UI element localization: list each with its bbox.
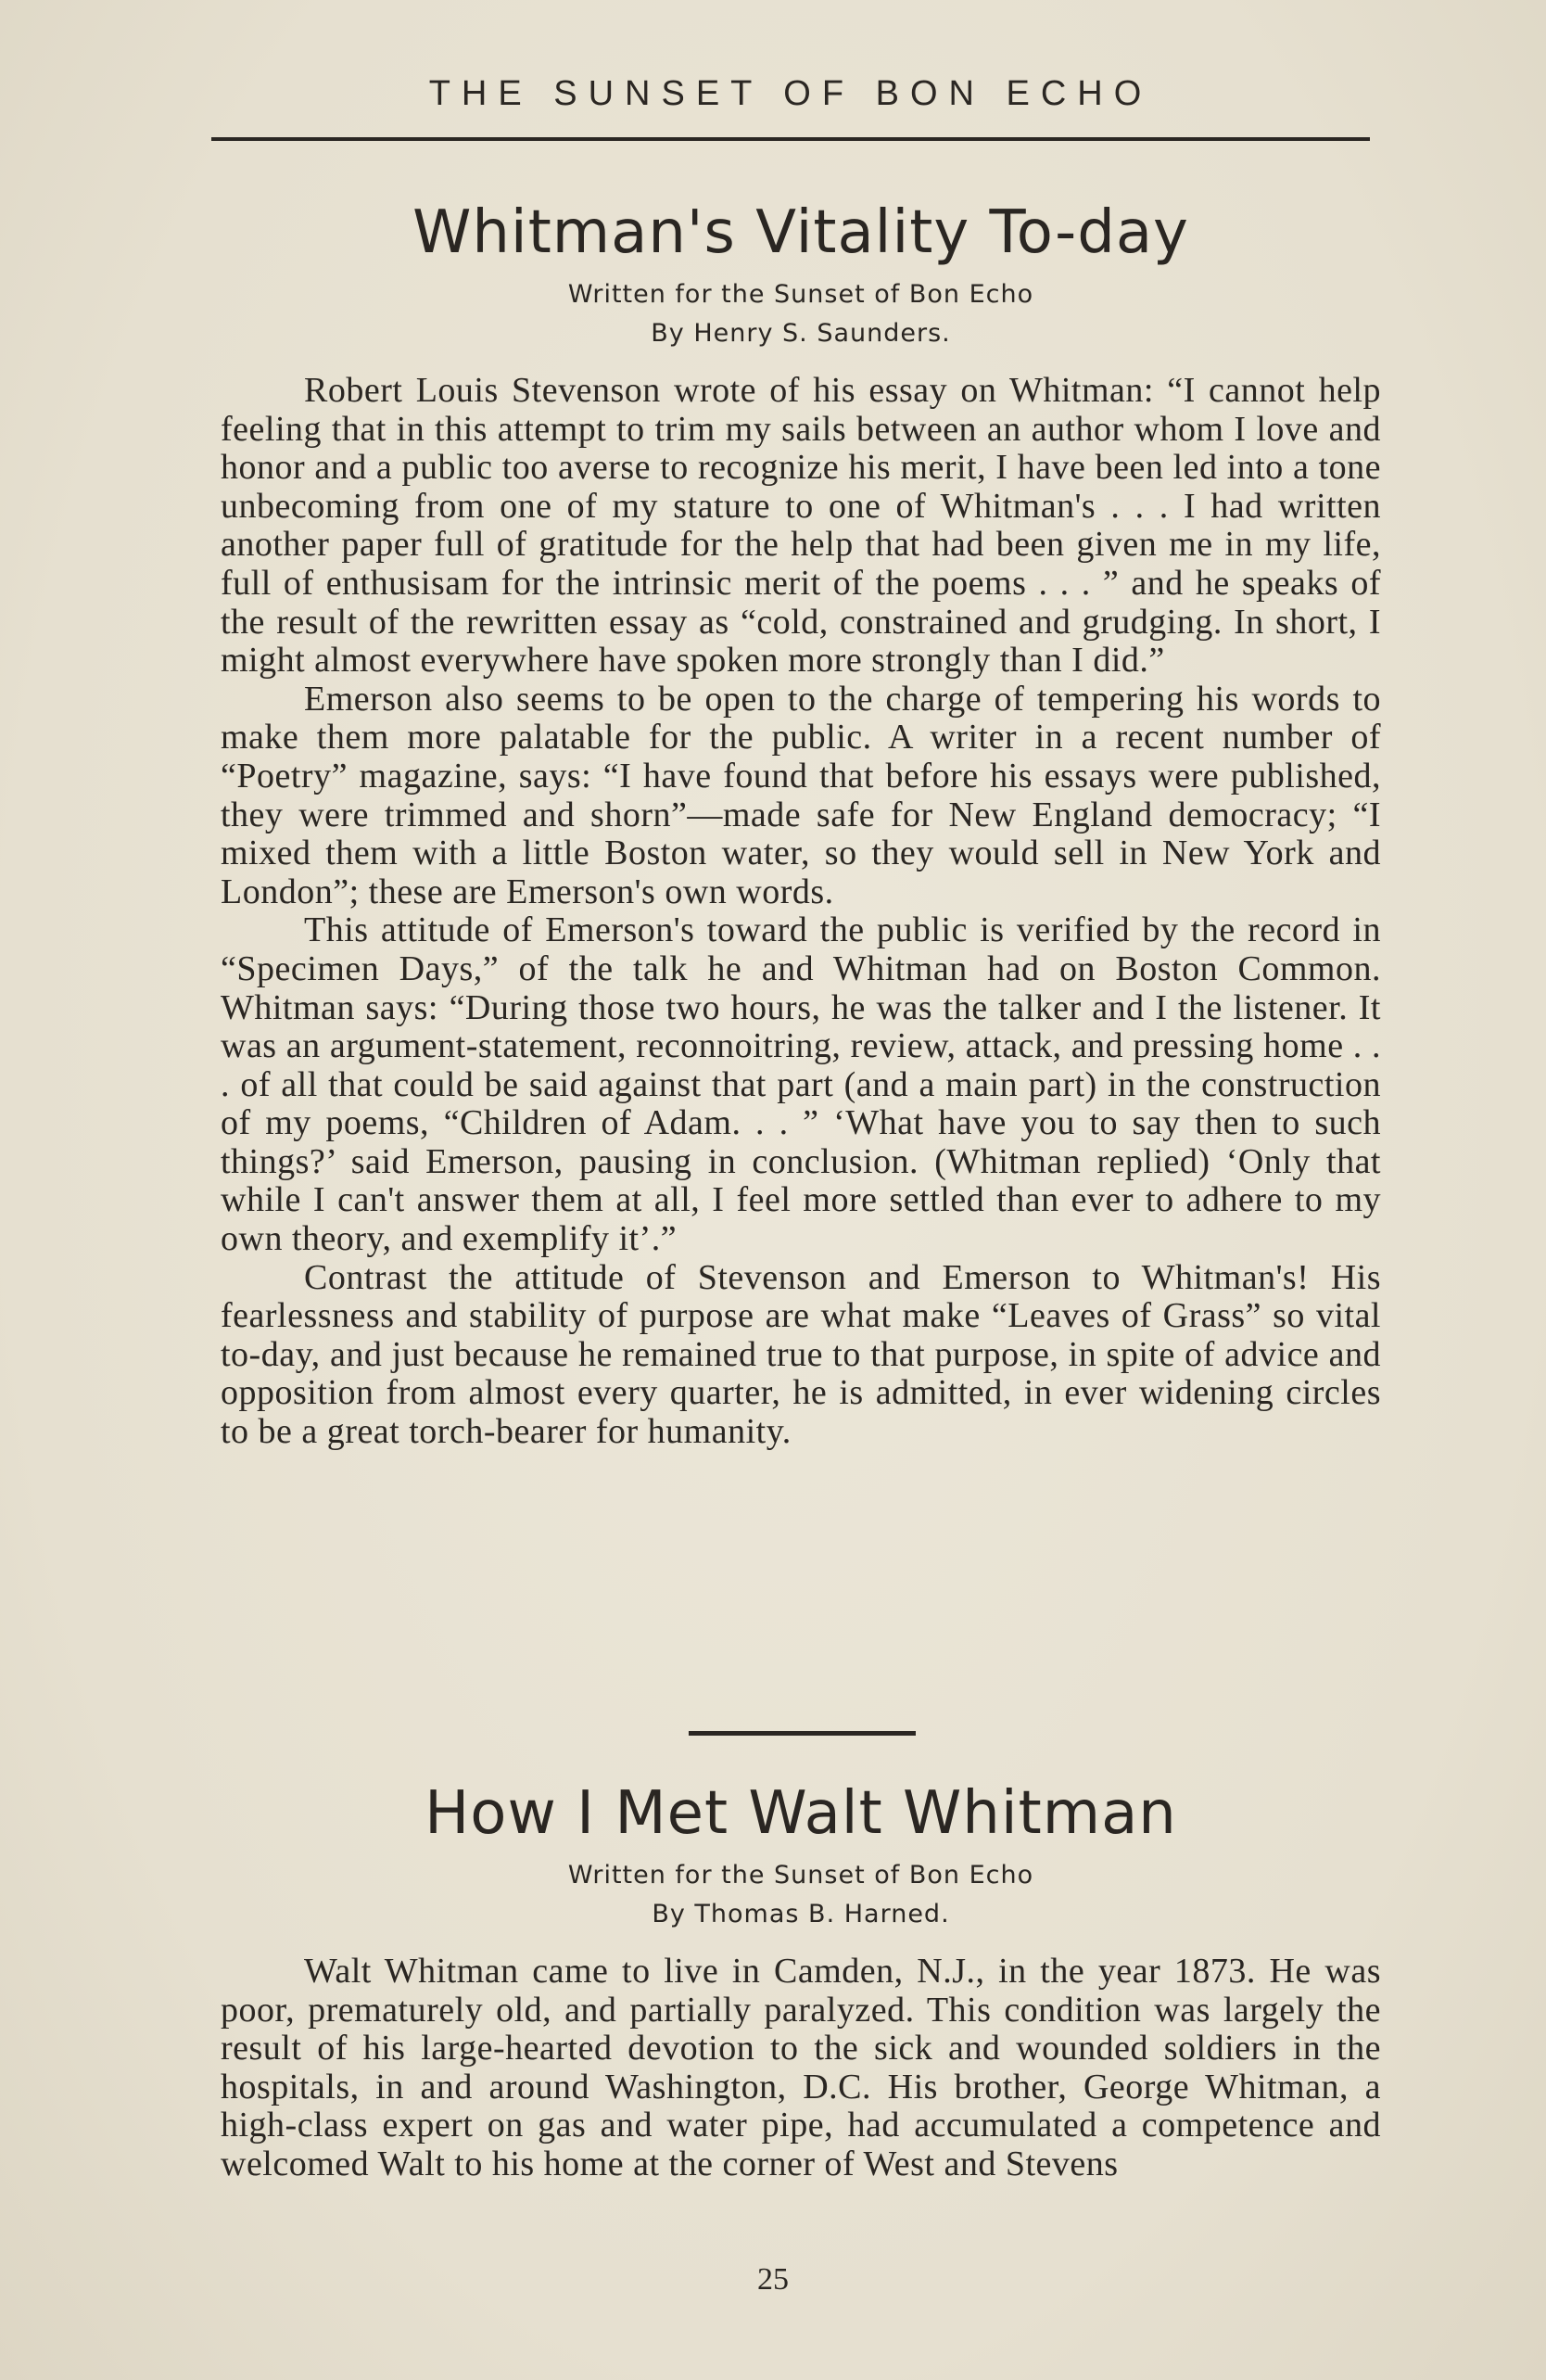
paragraph: This attitude of Emerson's toward the public is verified by the record in “Specimen Days,” of the talk he and Whitman had on Boston Common. Whitman says: “During those two hours, he was the talker and I the listener. It was an argument-statement, reconnoitring, review, attack, and pressing home . . . of all that could be said against that part (and a main part) in the construction of my poems, “Children of Adam. . . ” ‘What have you to say then to such things?’ said Emerson, pausing in conclusion. (Whitman replied) ‘Only that while I can't answer them at all, I feel more settled than ever to adhere to my own theory, and exemplify it’.”	[221, 910, 1381, 1259]
article-whitmans-vitality	[221, 190, 1381, 1452]
article-subtitle: Written for the Sunset of Bon Echo	[567, 1861, 1034, 1890]
article-how-i-met-walt-whitman	[221, 1771, 1381, 2184]
paragraph: Walt Whitman came to live in Camden, N.J., in the year 1873. He was poor, prematurely old, and partially paralyzed. This condition was largely the result of his large-hearted devotion to the sick and wounded soldiers in the hospitals, in and around Washington, D.C. His brother, George Whitman, a high-class expert on gas and water pipe, had accumulated a competence and welcomed Walt to his home at the corner of West and Stevens	[221, 1952, 1381, 2183]
article-body	[221, 1953, 1381, 2184]
paragraph: Emerson also seems to be open to the charge of tempering his words to make them more palatable for the public. A writer in a recent number of “Poetry” magazine, says: “I have found that before his essays were published, they were trimmed and shorn”—made safe for New England democracy; “I mixed them with a little Boston water, so they would sell in New York and London”; these are Emerson's own words.	[221, 679, 1381, 911]
article-title: Whitman's Vitality To-day	[412, 198, 1189, 267]
article-author: By Thomas B. Harned.	[652, 1900, 950, 1928]
article-subtitle: Written for the Sunset of Bon Echo	[567, 280, 1034, 309]
header-rule	[211, 137, 1370, 141]
section-divider	[689, 1731, 916, 1736]
article-body	[221, 372, 1381, 1452]
article-author: By Henry S. Saunders.	[651, 319, 951, 348]
page-number: 25	[757, 2262, 789, 2297]
paragraph: Robert Louis Stevenson wrote of his essay on Whitman: “I cannot help feeling that in this attempt to trim my sails between an author whom I love and honor and a public too averse to recognize his merit, I have been led into a tone unbecoming from one of my stature to one of Whitman's . . . I had written another paper full of gratitude for the help that had been given me in my life, full of enthusisam for the intrinsic merit of the poems . . . ” and he speaks of the result of the rewritten essay as “cold, constrained and grudging. In short, I might almost everywhere have spoken more strongly than I did.”	[221, 371, 1381, 681]
paragraph: Contrast the attitude of Stevenson and Emerson to Whitman's! His fearlessness and stability of purpose are what make “Leaves of Grass” so vital to-day, and just because he remained true to that purpose, in spite of advice and opposition from almost every quarter, he is admitted, in ever widening circles to be a great torch-bearer for humanity.	[221, 1257, 1381, 1452]
article-title: How I Met Walt Whitman	[425, 1779, 1177, 1848]
running-head: THE SUNSET OF BON ECHO	[428, 74, 1153, 113]
